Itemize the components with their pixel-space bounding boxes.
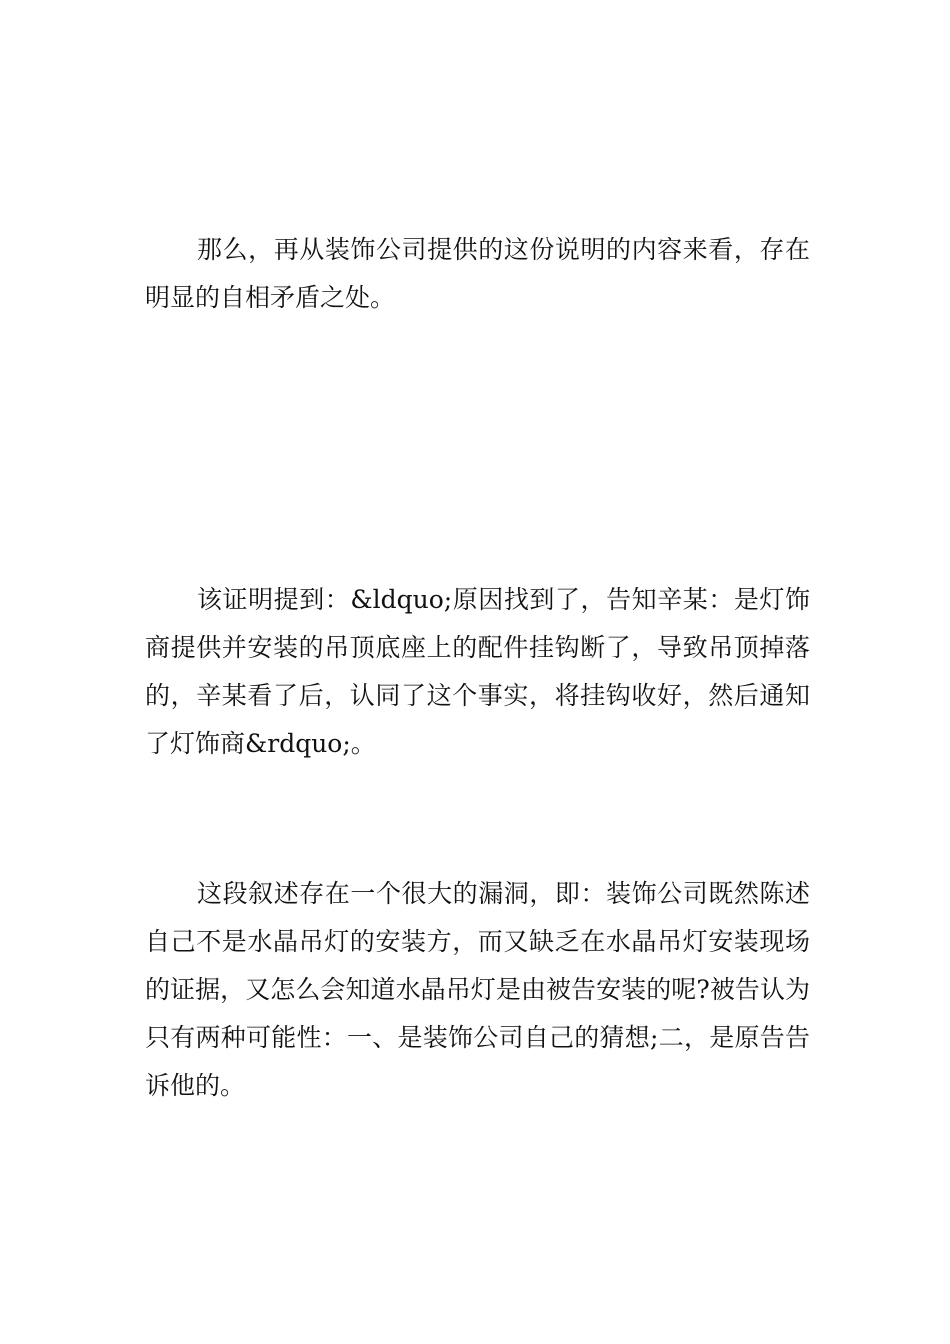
paragraph-loophole-argument: 这段叙述存在一个很大的漏洞，即：装饰公司既然陈述自己不是水晶吊灯的安装方，而又缺乏在水晶吊灯安装现场的证据，又怎么会知道水晶吊灯是由被告安装的呢?被告认为只有两种可能性：一、是装饰公司自己的猜想;二，是原告告诉他的。 — [145, 879, 810, 1100]
paragraph-certificate-quote: 该证明提到：&ldquo;原因找到了，告知辛某：是灯饰商提供并安装的吊顶底座上的配件挂钩断了，导致吊顶掉落的，辛某看了后，认同了这个事实，将挂钩收好，然后通知了灯饰商&rdquo;。 — [145, 585, 810, 758]
paragraph-contradiction-intro: 那么，再从装饰公司提供的这份说明的内容来看，存在明显的自相矛盾之处。 — [145, 235, 810, 312]
